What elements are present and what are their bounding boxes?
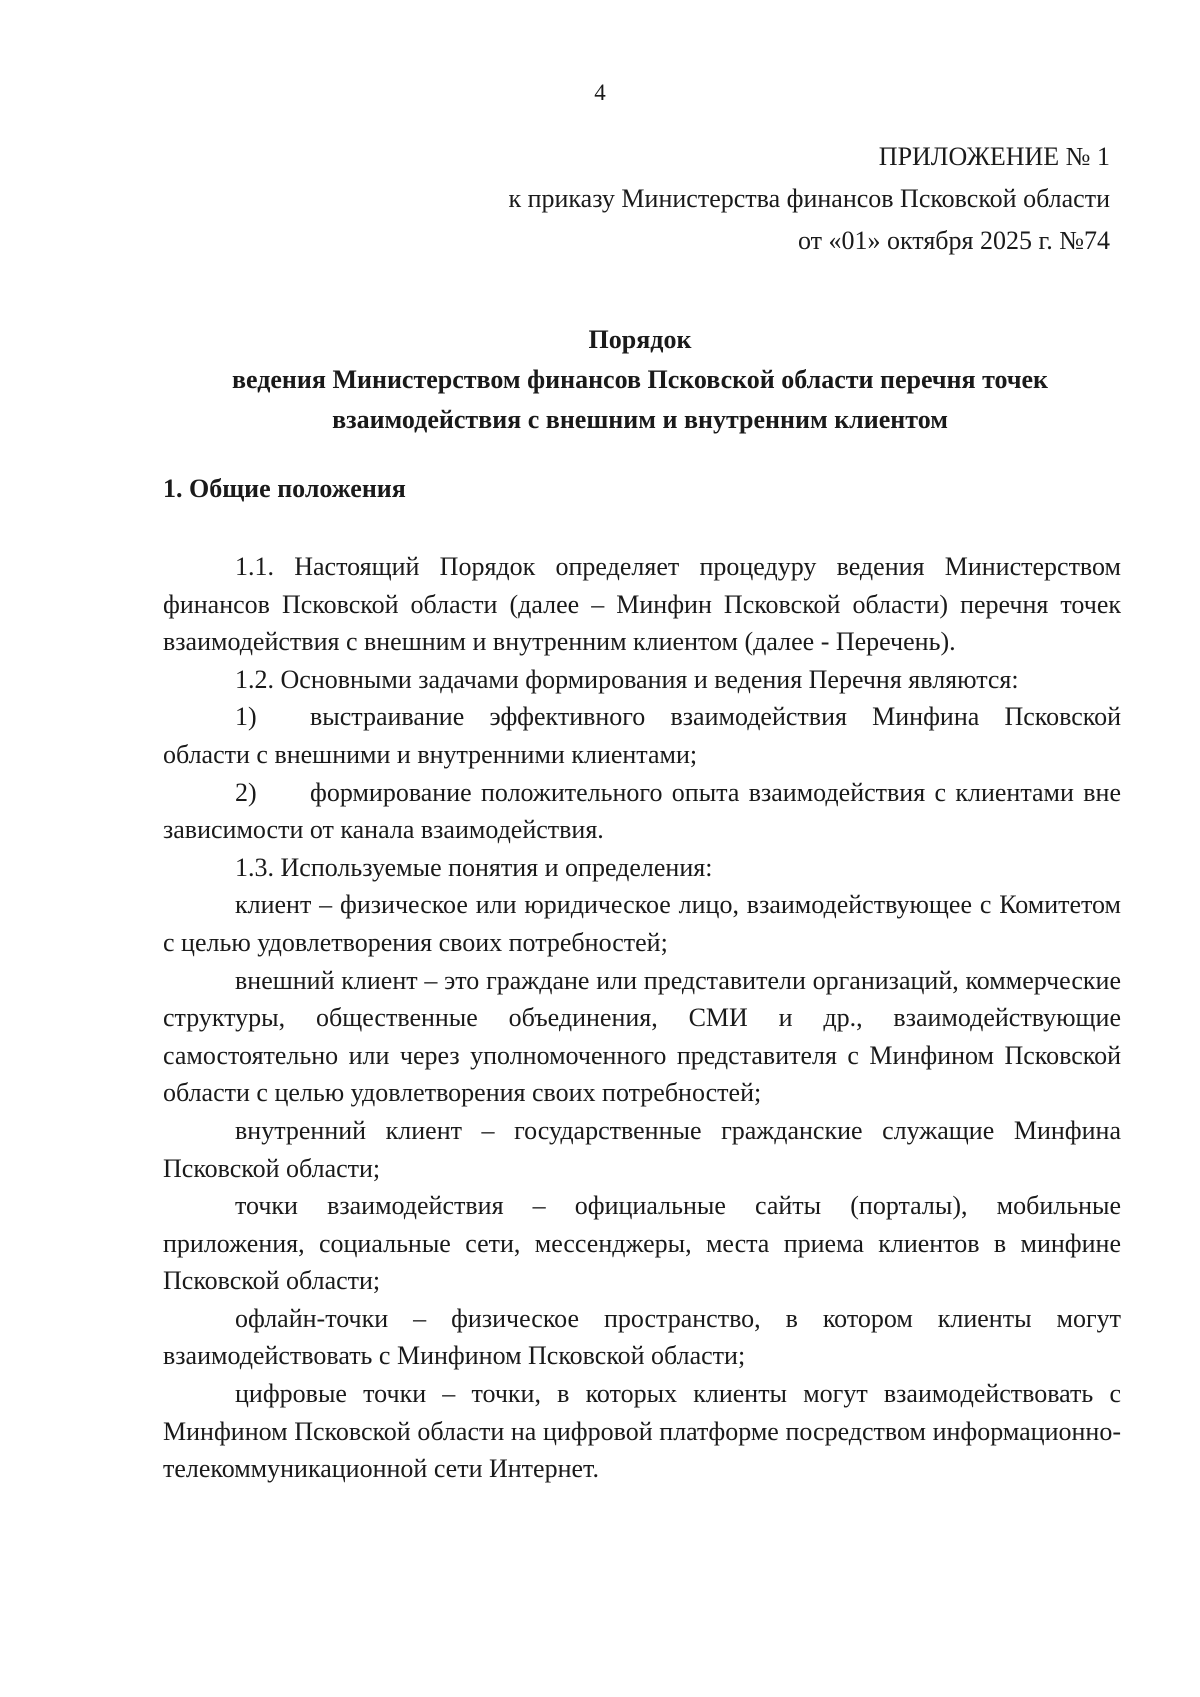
title-line-2: ведения Министерством финансов Псковской области перечня точек [231,365,1049,394]
definition-interaction-points: точки взаимодействия – официальные сайты (порталы), мобильные приложения, социальные сети, мессенджеры, места приема клиентов в минфине Псковской области; [163,1191,1121,1296]
paragraph-1-3: 1.3. Используемые понятия и определения: [235,852,713,882]
appendix-label: ПРИЛОЖЕНИЕ № 1 [878,142,1110,171]
definition-external-client: внешний клиент – это граждане или представители организаций, коммерческие структуры, общественные объединения, СМИ и др., взаимодействующие самостоятельно или через уполномоченного представителя с Минфином Псковской области с целью удовлетворения своих потребностей; [163,965,1121,1108]
list-item-number: 2) [235,777,257,807]
appendix-order-reference: к приказу Министерства финансов Псковской области [508,184,1110,213]
definition-offline-points: офлайн-точки – физическое пространство, в котором клиенты могут взаимодействовать с Минфином Псковской области; [163,1303,1121,1371]
document-body [163,548,1121,1488]
appendix-order-date: от «01» октября 2025 г. №74 [797,226,1110,255]
list-item-text: формирование положительного опыта взаимодействия с клиентами вне зависимости от канала взаимодействия. [163,777,1121,845]
appendix-header [508,136,1110,262]
page-number: 4 [594,80,606,105]
section-heading: 1. Общие положения [163,474,406,503]
definition-digital-points: цифровые точки – точки, в которых клиенты могут взаимодействовать с Минфином Псковской области на цифровой платформе посредством информационно-телекоммуникационной сети Интернет. [163,1379,1121,1484]
definition-client: клиент – физическое или юридическое лицо, взаимодействующее с Комитетом с целью удовлетворения своих потребностей; [163,890,1121,957]
title-line-3: взаимодействия с внешним и внутренним клиентом [332,405,948,434]
list-item-number: 1) [235,702,257,732]
list-item [163,698,1121,773]
title-line-1: Порядок [588,325,692,354]
document-title [150,320,1130,440]
list-item [163,774,1121,849]
paragraph-1-1: 1.1. Настоящий Порядок определяет процедуру ведения Министерством финансов Псковской области (далее – Минфин Псковской области) перечня точек взаимодействия с внешним и внутренним клиентом (далее - Перечень). [163,552,1121,657]
definition-internal-client: внутренний клиент – государственные гражданские служащие Минфина Псковской области; [163,1115,1121,1183]
list-item-text: выстраивание эффективного взаимодействия Минфина Псковской области с внешними и внутренними клиентами; [163,702,1121,769]
paragraph-1-2: 1.2. Основными задачами формирования и ведения Перечня являются: [235,664,1019,694]
